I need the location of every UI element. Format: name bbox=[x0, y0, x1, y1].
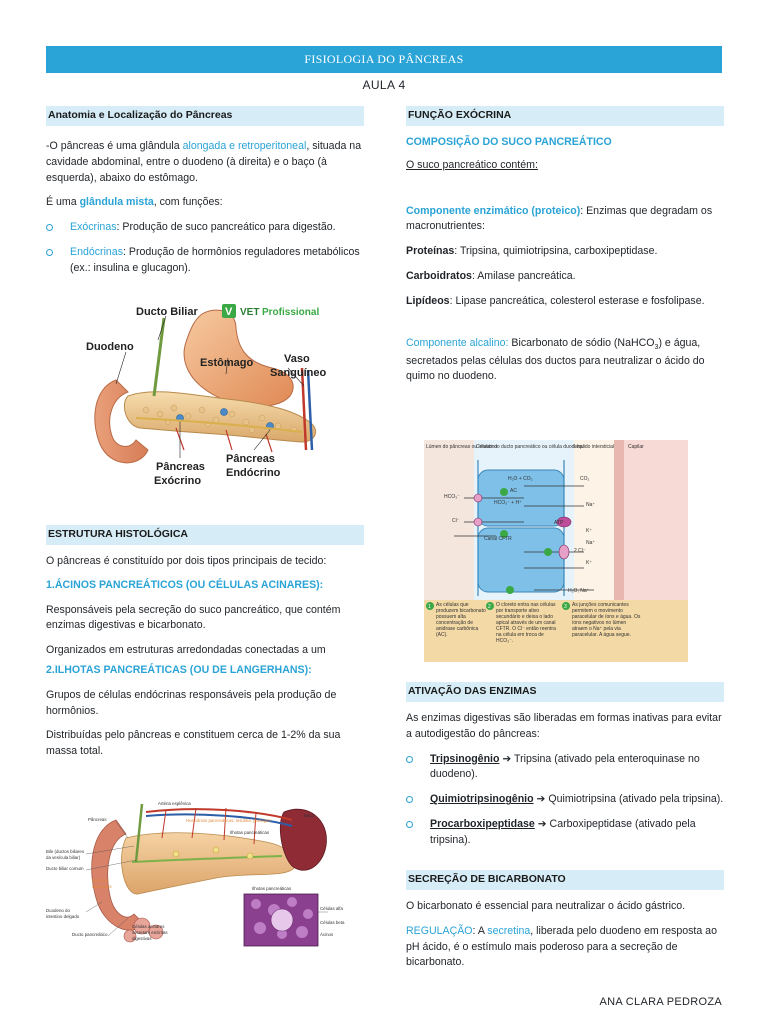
label-acinar-3: digestivas bbox=[132, 936, 152, 941]
label-acini: Ácinos bbox=[320, 932, 334, 937]
label-ac: AC bbox=[510, 488, 517, 494]
label-bile-2: da vesícula biliar) bbox=[46, 855, 81, 860]
step-3-number: 3 bbox=[564, 604, 567, 610]
bicarbonate-secretion-figure bbox=[424, 440, 688, 662]
label-duodenum: Duodeno bbox=[86, 341, 134, 353]
label-acinar-2: secretam enzimas bbox=[132, 930, 168, 935]
label-atp: ATP bbox=[554, 520, 564, 526]
carbohydrates-line: Carboidratos: Amilase pancreática. bbox=[406, 270, 576, 283]
label-islets: Ilhotas pancreáticas bbox=[230, 830, 270, 835]
label-endocrine-1: Pâncreas bbox=[226, 453, 275, 465]
composition-intro: O suco pancreático contém: bbox=[406, 158, 538, 171]
author-name: ANA CLARA PEDROZA bbox=[599, 996, 722, 1008]
label-h2o-co2: H₂O + CO₂ bbox=[508, 476, 533, 482]
pancreas-anatomy-illustration bbox=[76, 300, 332, 492]
label-hco3-h: HCO₃⁻ + H⁺ bbox=[494, 500, 522, 506]
label-na-1: Na⁺ bbox=[586, 502, 596, 508]
label-2cl: 2 Cl⁻ bbox=[574, 548, 586, 554]
label-duct-cells: Células do ducto pancreático ou célula duodenal bbox=[476, 444, 584, 450]
label-vessel-2: Sanguíneo bbox=[270, 367, 327, 379]
bicarbonate-heading: SECREÇÃO DE BICARBONATO bbox=[406, 870, 724, 890]
bullet-circle-icon bbox=[46, 249, 53, 256]
step-2-number: 2 bbox=[488, 604, 491, 610]
label-hormones: Hormônios pancreáticos: insulina, glucagon bbox=[186, 818, 271, 823]
label-bile-duct: Ducto Biliar bbox=[136, 306, 198, 318]
exocrine-heading: FUNÇÃO EXÓCRINA bbox=[406, 106, 724, 126]
label-cftr: Canal CFTR bbox=[484, 536, 512, 542]
chymotrypsinogen-item: Quimiotripsinogênio ➔ Quimiotripsina (ativado pela tripsina). bbox=[406, 792, 724, 808]
alkaline-component: Componente alcalino: Bicarbonato de sódio (NaHCO$_3$) e água, secretados pelas células dos ductos para neutralizar o ácido do quimo no duodeno. bbox=[406, 336, 705, 383]
anatomy-paragraph-1: -O pâncreas é uma glândula alongada e retroperitoneal, situada na cavidade abdominal, entre o duodeno (à direita) e o baço (à esquerda), abaixo do estômago. bbox=[46, 139, 362, 184]
histology-intro: O pâncreas é constituído por dois tipos principais de tecido: bbox=[46, 554, 327, 567]
bicarbonate-paragraph: O bicarbonato é essencial para neutralizar o ácido gástrico. bbox=[406, 899, 686, 912]
label-bile-1: Bile (ductos biliares bbox=[46, 849, 85, 854]
anatomy-paragraph-2: É uma glândula mista, com funções: bbox=[46, 196, 223, 209]
label-co2: CO₂ bbox=[580, 476, 590, 482]
function-exocrine-item: Exócrinas: Produção de suco pancreático para digestão. bbox=[46, 220, 364, 236]
pancreas-anatomy-figure bbox=[76, 300, 332, 492]
caption-step-3: As junções comunicantes permitem o movimento paracelular de íons e água. Os íons negativos no lúmen atraem o Na⁺ pela via paracelular. A água segue. bbox=[572, 602, 641, 638]
svg-text:Profissional: Profissional bbox=[262, 307, 320, 318]
vet-profissional-logo bbox=[222, 304, 319, 318]
label-splenic-artery: Artéria esplênica bbox=[158, 801, 191, 806]
label-enzymes-1: Enzimas bbox=[92, 878, 109, 883]
label-enzymes-2: digestivas bbox=[92, 884, 112, 889]
activation-heading: ATIVAÇÃO DAS ENZIMAS bbox=[406, 682, 724, 702]
label-duodenum-1: Duodeno do bbox=[46, 908, 70, 913]
label-pancreas: Pâncreas bbox=[88, 817, 107, 822]
svg-text:VET: VET bbox=[240, 307, 260, 318]
label-islets-inset: Ilhotas pancreáticas bbox=[252, 886, 292, 891]
svg-text:V: V bbox=[225, 306, 233, 318]
exocrine-section bbox=[406, 106, 724, 385]
step-1-number: 1 bbox=[428, 604, 431, 610]
label-cl: Cl⁻ bbox=[452, 518, 460, 524]
pancreas-islets-figure bbox=[46, 798, 350, 956]
trypsinogen-item: Tripsinogênio ➔ Tripsina (ativado pela enteroquinase no duodeno). bbox=[406, 752, 724, 784]
anatomy-section bbox=[46, 106, 364, 277]
label-acinar-1: Células acinares bbox=[132, 924, 165, 929]
composition-heading: COMPOSIÇÃO DO SUCO PANCREÁTICO bbox=[406, 135, 612, 148]
islets-paragraph-1: Grupos de células endócrinas responsáveis pela produção de hormônios. bbox=[46, 689, 337, 717]
caption-step-1: As células que produzem bicarbonato possuem alta concentração de anidrase carbônica (AC). bbox=[436, 602, 486, 638]
bicarbonate-section bbox=[406, 870, 724, 971]
label-exocrine-2: Exócrino bbox=[154, 475, 202, 487]
regulation-paragraph: REGULAÇÃO: A secretina, liberada pelo duodeno em resposta ao pH ácido, é o estímulo mais poderoso para a secreção de bicarbonato. bbox=[406, 924, 717, 969]
label-spleen: Baço bbox=[304, 813, 315, 818]
acini-heading: 1.ÁCINOS PANCREÁTICOS (OU CÉLULAS ACINARES): bbox=[46, 578, 324, 591]
label-beta-cells: Células beta bbox=[320, 920, 345, 925]
proteins-line: Proteínas: Tripsina, quimiotripsina, carboxipeptidase. bbox=[406, 245, 658, 258]
activation-section bbox=[406, 682, 724, 849]
label-lumen: Lúmen do pâncreas ou intestino bbox=[426, 444, 498, 450]
label-endocrine-2: Endócrino bbox=[226, 467, 281, 479]
label-k-1: K⁺ bbox=[586, 528, 592, 534]
lipids-line: Lipídeos: Lipase pancreática, colesterol esterase e fosfolipase. bbox=[406, 295, 705, 308]
activation-intro: As enzimas digestivas são liberadas em formas inativas para evitar a autodigestão do pâncreas: bbox=[406, 711, 722, 740]
page-title-bar bbox=[46, 46, 722, 73]
function-endocrine-item: Endócrinas: Produção de hormônios reguladores metabólicos (ex.: insulina e glucagon). bbox=[46, 245, 364, 277]
label-pancreatic-duct: Ducto pancreático bbox=[72, 932, 108, 937]
islets-paragraph-2: Distribuídas pelo pâncreas e constituem cerca de 1-2% da sua massa total. bbox=[46, 728, 341, 757]
label-h2o-na: H₂O, Na⁺ bbox=[568, 588, 590, 594]
islets-heading: 2.ILHOTAS PANCREÁTICAS (OU DE LANGERHANS): bbox=[46, 664, 312, 677]
label-hco3: HCO₃⁻ bbox=[444, 494, 460, 500]
histology-heading: ESTRUTURA HISTOLÓGICA bbox=[46, 525, 364, 545]
bullet-circle-icon bbox=[406, 756, 413, 763]
label-vessel-1: Vaso bbox=[284, 353, 310, 365]
label-capillary: Capilar bbox=[628, 444, 644, 450]
histology-section bbox=[46, 525, 364, 760]
page-subtitle: AULA 4 bbox=[362, 78, 406, 92]
label-k-2: K⁺ bbox=[586, 560, 592, 566]
label-stomach: Estômago bbox=[200, 357, 254, 369]
label-alpha-cells: Células alfa bbox=[320, 906, 343, 911]
label-common-bile-duct: Ducto biliar comum bbox=[46, 866, 84, 871]
acini-paragraph-2: Organizados em estruturas arredondadas conectadas a um bbox=[46, 644, 326, 657]
acini-paragraph-1: Responsáveis pela secreção do suco pancreático, que contém enzimas digestivas e bicarbonato. bbox=[46, 603, 341, 632]
pancreas-islets-illustration bbox=[46, 798, 350, 956]
bicarbonate-secretion-diagram bbox=[424, 440, 688, 662]
bullet-circle-icon bbox=[406, 821, 413, 828]
label-duodenum-2: intestino delgado bbox=[46, 914, 80, 919]
anatomy-heading: Anatomia e Localização do Pâncreas bbox=[46, 106, 364, 126]
label-exocrine-1: Pâncreas bbox=[156, 461, 205, 473]
page-title: FISIOLOGIA DO PÂNCREAS bbox=[304, 52, 464, 66]
label-interstitial: Líquido intersticial bbox=[574, 444, 615, 450]
enzymatic-component: Componente enzimático (proteico): Enzimas que degradam os macronutrientes: bbox=[406, 204, 713, 233]
caption-step-2: O cloreto entra nas células por transporte ativo secundário e deixa o lado apical através de um canal CFTR. O Cl⁻ então reentra na célula em troca de HCO₃⁻. bbox=[496, 602, 556, 644]
bullet-circle-icon bbox=[406, 796, 413, 803]
procarboxypeptidase-item: Procarboxipeptidase ➔ Carboxipeptidase (ativado pela tripsina). bbox=[406, 817, 724, 849]
bullet-circle-icon bbox=[46, 224, 53, 231]
label-na-2: Na⁺ bbox=[586, 540, 596, 546]
